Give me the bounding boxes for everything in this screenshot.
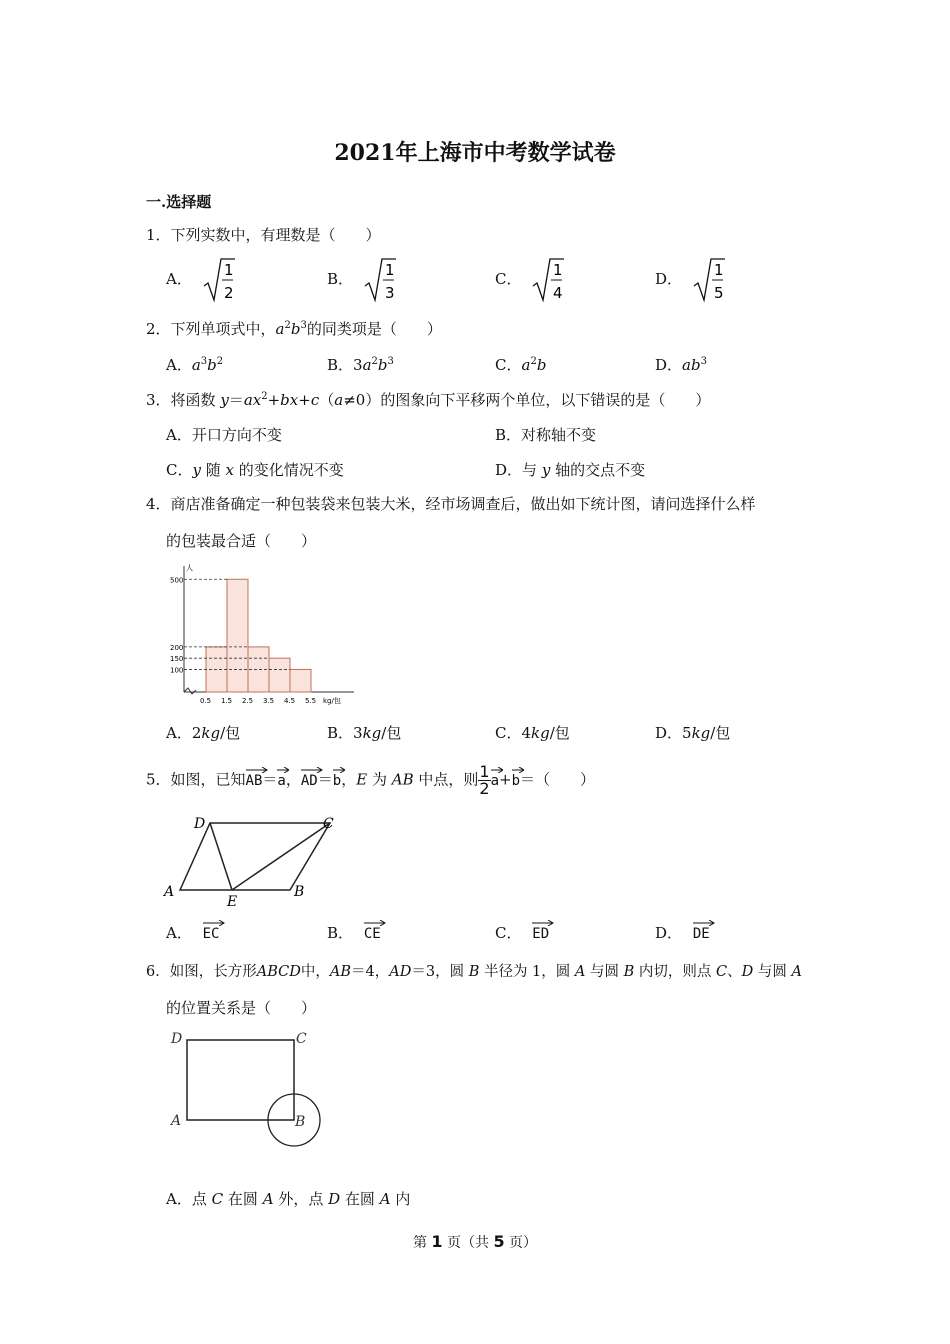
q4-histogram — [160, 560, 360, 705]
point-label-d: D — [171, 1031, 183, 1047]
q2-stem-text: 2．下列单项式中， — [146, 320, 276, 338]
svg-text:1: 1 — [223, 261, 234, 279]
svg-text:1: 1 — [385, 261, 395, 279]
x-tick-label: 5.5 — [305, 697, 317, 705]
q2-option-d: D．$ab^3$ — [655, 356, 707, 374]
y-tick-label: 100 — [170, 666, 184, 675]
q3-option-a: A．开口方向不变 — [166, 426, 282, 444]
vector-option: ED — [532, 922, 549, 942]
point-label-c: C — [296, 1031, 307, 1047]
q2-stem-text-2: 的同类项是（ ） — [306, 320, 442, 338]
q1-option-b: B． 1 3 — [327, 256, 397, 304]
y-tick-label: 500 — [170, 576, 184, 585]
square-root-icon — [692, 256, 726, 304]
point-label-b: B — [295, 1114, 306, 1130]
histogram-bar — [290, 669, 311, 692]
q5-option-c: C． ED — [495, 922, 549, 943]
vector-a: a — [277, 769, 285, 789]
point-label-e: E — [227, 894, 238, 908]
q6-stem-line1: 6．如图，长方形ABCD中，AB＝4，AD＝3，圆 B 半径为 1，圆 A 与圆 B 内切，则点 C、D 与圆 A — [146, 964, 802, 980]
q1-option-d: D． 1 5 — [655, 256, 726, 304]
vector-ad: AD — [301, 769, 318, 789]
q5-option-b: B． CE — [327, 922, 381, 943]
svg-text:2: 2 — [223, 284, 234, 302]
q4-option-c: C．4kg/包 — [495, 724, 570, 742]
q1-option-a: A． 1 2 — [166, 256, 236, 304]
x-tick-label: 4.5 — [284, 697, 296, 705]
svg-text:1: 1 — [714, 261, 724, 279]
point-label-b: B — [294, 884, 305, 900]
vector-option: EC — [203, 922, 220, 942]
vector-option: DE — [693, 922, 710, 942]
histogram-bar — [269, 658, 290, 692]
vector-b: b — [333, 769, 341, 789]
q2-stem: 2．下列单项式中，$a^2b^3$的同类项是（ ） — [146, 320, 442, 338]
q3-option-d: D．与 y 轴的交点不变 — [495, 461, 646, 479]
y-tick-label: 200 — [170, 643, 184, 652]
q5-stem: 5．如图，已知 AB＝ a， AD＝ b，E 为 AB 中点，则 $\frac{1}{2}$ a+ b＝（ ） — [146, 762, 596, 798]
q3-option-b: B．对称轴不变 — [495, 426, 597, 444]
svg-text:1: 1 — [553, 261, 564, 279]
square-root-icon — [202, 256, 236, 304]
axis-break-icon — [184, 688, 196, 694]
q5-option-a: A． EC — [166, 922, 219, 943]
q4-option-a: A．2kg/包 — [166, 724, 241, 742]
histogram-bar — [227, 579, 248, 692]
point-label-c: C — [323, 816, 334, 832]
x-tick-label: 0.5 — [200, 697, 212, 705]
svg-text:5: 5 — [714, 284, 724, 302]
x-tick-label: 3.5 — [263, 697, 275, 705]
q2-option-b: B．$3a^2b^3$ — [327, 356, 394, 374]
page-title: 2021年上海市中考数学试卷 — [334, 140, 616, 166]
x-tick-label: 2.5 — [242, 697, 254, 705]
q6-rectangle-figure — [165, 1025, 330, 1155]
q4-option-d: D．5kg/包 — [655, 724, 731, 742]
q2-option-c: C．$a^2b$ — [495, 356, 547, 374]
q3-stem: 3．将函数 $y=ax^2+bx+c(a\ne 0)$的图象向下平移两个单位，以下错误的是（ ） — [146, 391, 711, 409]
page-footer: 第 1 页（共 5 页） — [412, 1232, 538, 1251]
x-axis-label: kg/包 — [323, 697, 341, 705]
svg-text:3: 3 — [385, 284, 395, 302]
q3-option-c: C．y 随 x 的变化情况不变 — [166, 461, 344, 479]
point-label-d: D — [194, 816, 206, 832]
q5-parallelogram-figure — [160, 812, 350, 908]
vector-ab: AB — [246, 769, 263, 789]
q2-option-a: A．$a^3b^2$ — [166, 356, 224, 374]
q4-stem-line1: 4．商店准备确定一种包装袋来包装大米，经市场调查后，做出如下统计图，请问选择什么样 — [146, 495, 756, 513]
section-heading: 一.选择题 — [146, 193, 212, 211]
y-tick-label: 150 — [170, 655, 184, 664]
square-root-icon — [363, 256, 397, 304]
q1-option-c: C． 1 4 — [495, 256, 565, 304]
svg-text:4: 4 — [553, 284, 564, 302]
y-axis-label: 人 — [186, 564, 193, 572]
point-label-a: A — [171, 1113, 182, 1129]
q4-stem-line2: 的包装最合适（ ） — [166, 532, 317, 550]
vector-option: CE — [364, 922, 381, 942]
x-tick-label: 1.5 — [221, 697, 233, 705]
q5-option-d: D． DE — [655, 922, 710, 943]
q4-option-b: B．3kg/包 — [327, 724, 402, 742]
q1-stem: 1．下列实数中，有理数是（ ） — [146, 226, 381, 244]
square-root-icon — [531, 256, 565, 304]
q6-option-a: A．点 C 在圆 A 外，点 D 在圆 A 内 — [166, 1190, 411, 1208]
q6-stem-line2: 的位置关系是（ ） — [166, 999, 317, 1017]
point-label-a: A — [164, 884, 175, 900]
